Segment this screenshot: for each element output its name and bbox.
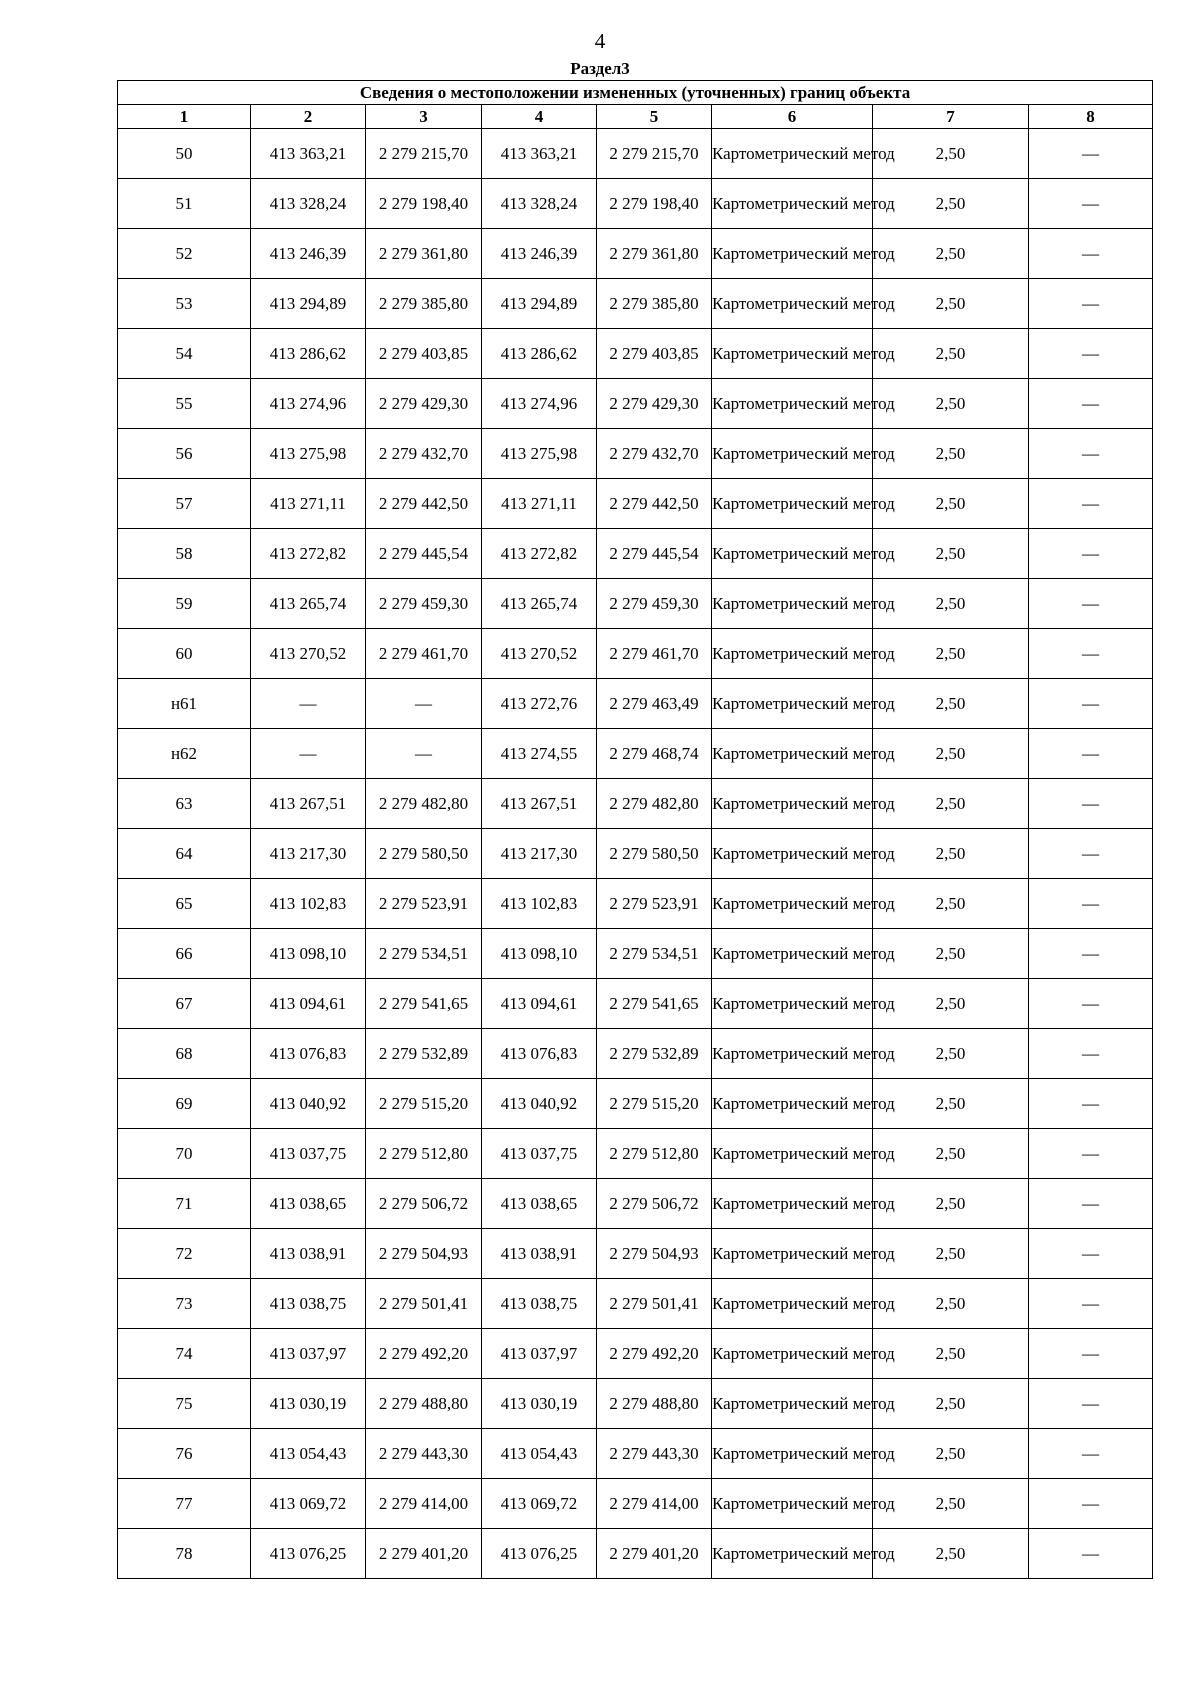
old-x-cell: 413 069,72 bbox=[251, 1479, 366, 1529]
description-cell: — bbox=[1029, 1479, 1153, 1529]
description-cell: — bbox=[1029, 429, 1153, 479]
new-x-cell: 413 272,82 bbox=[482, 529, 597, 579]
new-x-cell: 413 272,76 bbox=[482, 679, 597, 729]
method-cell: Картометрический метод bbox=[712, 1529, 873, 1579]
new-y-cell: 2 279 534,51 bbox=[597, 929, 712, 979]
new-x-cell: 413 265,74 bbox=[482, 579, 597, 629]
new-y-cell: 2 279 468,74 bbox=[597, 729, 712, 779]
page-number: 4 bbox=[594, 29, 606, 53]
method-cell: Картометрический метод bbox=[712, 229, 873, 279]
description-cell: — bbox=[1029, 1279, 1153, 1329]
point-number-cell: 77 bbox=[118, 1479, 251, 1529]
new-y-cell: 2 279 403,85 bbox=[597, 329, 712, 379]
table-row bbox=[118, 629, 1153, 679]
method-cell: Картометрический метод bbox=[712, 479, 873, 529]
column-number: 1 bbox=[118, 105, 251, 129]
new-y-cell: 2 279 361,80 bbox=[597, 229, 712, 279]
new-y-cell: 2 279 532,89 bbox=[597, 1029, 712, 1079]
method-cell: Картометрический метод bbox=[712, 1129, 873, 1179]
point-number-cell: 70 bbox=[118, 1129, 251, 1179]
table-row bbox=[118, 729, 1153, 779]
point-number-cell: 52 bbox=[118, 229, 251, 279]
accuracy-cell: 2,50 bbox=[873, 629, 1029, 679]
table-row bbox=[118, 279, 1153, 329]
description-cell: — bbox=[1029, 1429, 1153, 1479]
method-cell: Картометрический метод bbox=[712, 829, 873, 879]
point-number-cell: 60 bbox=[118, 629, 251, 679]
new-x-cell: 413 275,98 bbox=[482, 429, 597, 479]
new-y-cell: 2 279 580,50 bbox=[597, 829, 712, 879]
new-x-cell: 413 094,61 bbox=[482, 979, 597, 1029]
table-row bbox=[118, 679, 1153, 729]
old-x-cell: 413 328,24 bbox=[251, 179, 366, 229]
description-cell: — bbox=[1029, 279, 1153, 329]
table-row bbox=[118, 1129, 1153, 1179]
old-y-cell: 2 279 198,40 bbox=[366, 179, 482, 229]
old-y-cell: 2 279 403,85 bbox=[366, 329, 482, 379]
old-y-cell: 2 279 534,51 bbox=[366, 929, 482, 979]
old-x-cell: 413 217,30 bbox=[251, 829, 366, 879]
old-y-cell: — bbox=[366, 679, 482, 729]
table-row bbox=[118, 229, 1153, 279]
accuracy-cell: 2,50 bbox=[873, 1329, 1029, 1379]
accuracy-cell: 2,50 bbox=[873, 829, 1029, 879]
new-x-cell: 413 328,24 bbox=[482, 179, 597, 229]
method-cell: Картометрический метод bbox=[712, 679, 873, 729]
old-x-cell: 413 286,62 bbox=[251, 329, 366, 379]
accuracy-cell: 2,50 bbox=[873, 1029, 1029, 1079]
table-row bbox=[118, 179, 1153, 229]
table-row bbox=[118, 1479, 1153, 1529]
method-cell: Картометрический метод bbox=[712, 179, 873, 229]
accuracy-cell: 2,50 bbox=[873, 479, 1029, 529]
accuracy-cell: 2,50 bbox=[873, 1279, 1029, 1329]
old-x-cell: 413 265,74 bbox=[251, 579, 366, 629]
accuracy-cell: 2,50 bbox=[873, 1379, 1029, 1429]
accuracy-cell: 2,50 bbox=[873, 329, 1029, 379]
description-cell: — bbox=[1029, 629, 1153, 679]
new-x-cell: 413 217,30 bbox=[482, 829, 597, 879]
table-row bbox=[118, 929, 1153, 979]
old-x-cell: 413 271,11 bbox=[251, 479, 366, 529]
old-y-cell: 2 279 488,80 bbox=[366, 1379, 482, 1429]
method-cell: Картометрический метод bbox=[712, 929, 873, 979]
new-x-cell: 413 267,51 bbox=[482, 779, 597, 829]
point-number-cell: 68 bbox=[118, 1029, 251, 1079]
old-y-cell: 2 279 504,93 bbox=[366, 1229, 482, 1279]
accuracy-cell: 2,50 bbox=[873, 279, 1029, 329]
new-x-cell: 413 274,96 bbox=[482, 379, 597, 429]
method-cell: Картометрический метод bbox=[712, 279, 873, 329]
old-x-cell: 413 094,61 bbox=[251, 979, 366, 1029]
accuracy-cell: 2,50 bbox=[873, 1179, 1029, 1229]
new-y-cell: 2 279 442,50 bbox=[597, 479, 712, 529]
old-y-cell: 2 279 443,30 bbox=[366, 1429, 482, 1479]
description-cell: — bbox=[1029, 1079, 1153, 1129]
description-cell: — bbox=[1029, 1179, 1153, 1229]
point-number-cell: 75 bbox=[118, 1379, 251, 1429]
description-cell: — bbox=[1029, 779, 1153, 829]
point-number-cell: 56 bbox=[118, 429, 251, 479]
table-row bbox=[118, 829, 1153, 879]
accuracy-cell: 2,50 bbox=[873, 1129, 1029, 1179]
new-x-cell: 413 246,39 bbox=[482, 229, 597, 279]
new-x-cell: 413 294,89 bbox=[482, 279, 597, 329]
old-y-cell: 2 279 580,50 bbox=[366, 829, 482, 879]
new-x-cell: 413 270,52 bbox=[482, 629, 597, 679]
new-y-cell: 2 279 463,49 bbox=[597, 679, 712, 729]
new-y-cell: 2 279 504,93 bbox=[597, 1229, 712, 1279]
table-row bbox=[118, 779, 1153, 829]
new-x-cell: 413 030,19 bbox=[482, 1379, 597, 1429]
table-row bbox=[118, 1529, 1153, 1579]
new-y-cell: 2 279 461,70 bbox=[597, 629, 712, 679]
new-x-cell: 413 037,75 bbox=[482, 1129, 597, 1179]
point-number-cell: 50 bbox=[118, 129, 251, 179]
method-cell: Картометрический метод bbox=[712, 1029, 873, 1079]
table-caption: Сведения о местоположении измененных (уточненных) границ объекта bbox=[118, 81, 1153, 105]
new-y-cell: 2 279 401,20 bbox=[597, 1529, 712, 1579]
new-y-cell: 2 279 515,20 bbox=[597, 1079, 712, 1129]
table-row bbox=[118, 1179, 1153, 1229]
point-number-cell: н61 bbox=[118, 679, 251, 729]
old-y-cell: 2 279 461,70 bbox=[366, 629, 482, 679]
new-x-cell: 413 054,43 bbox=[482, 1429, 597, 1479]
new-x-cell: 413 069,72 bbox=[482, 1479, 597, 1529]
new-x-cell: 413 363,21 bbox=[482, 129, 597, 179]
new-y-cell: 2 279 459,30 bbox=[597, 579, 712, 629]
new-x-cell: 413 076,83 bbox=[482, 1029, 597, 1079]
method-cell: Картометрический метод bbox=[712, 529, 873, 579]
old-x-cell: 413 037,75 bbox=[251, 1129, 366, 1179]
table-row bbox=[118, 479, 1153, 529]
new-y-cell: 2 279 501,41 bbox=[597, 1279, 712, 1329]
old-y-cell: 2 279 482,80 bbox=[366, 779, 482, 829]
new-y-cell: 2 279 432,70 bbox=[597, 429, 712, 479]
point-number-cell: 65 bbox=[118, 879, 251, 929]
table-row bbox=[118, 379, 1153, 429]
old-x-cell: 413 102,83 bbox=[251, 879, 366, 929]
accuracy-cell: 2,50 bbox=[873, 1529, 1029, 1579]
description-cell: — bbox=[1029, 179, 1153, 229]
column-number: 6 bbox=[712, 105, 873, 129]
new-y-cell: 2 279 488,80 bbox=[597, 1379, 712, 1429]
old-y-cell: 2 279 401,20 bbox=[366, 1529, 482, 1579]
column-number-row bbox=[118, 105, 1153, 129]
old-y-cell: 2 279 492,20 bbox=[366, 1329, 482, 1379]
old-y-cell: 2 279 414,00 bbox=[366, 1479, 482, 1529]
new-y-cell: 2 279 482,80 bbox=[597, 779, 712, 829]
column-number: 8 bbox=[1029, 105, 1153, 129]
new-y-cell: 2 279 492,20 bbox=[597, 1329, 712, 1379]
old-y-cell: 2 279 429,30 bbox=[366, 379, 482, 429]
table-row bbox=[118, 1279, 1153, 1329]
old-y-cell: 2 279 215,70 bbox=[366, 129, 482, 179]
method-cell: Картометрический метод bbox=[712, 329, 873, 379]
description-cell: — bbox=[1029, 529, 1153, 579]
method-cell: Картометрический метод bbox=[712, 1179, 873, 1229]
method-cell: Картометрический метод bbox=[712, 879, 873, 929]
accuracy-cell: 2,50 bbox=[873, 129, 1029, 179]
table-row bbox=[118, 1029, 1153, 1079]
table-row bbox=[118, 579, 1153, 629]
new-x-cell: 413 038,65 bbox=[482, 1179, 597, 1229]
old-y-cell: 2 279 385,80 bbox=[366, 279, 482, 329]
description-cell: — bbox=[1029, 129, 1153, 179]
accuracy-cell: 2,50 bbox=[873, 1229, 1029, 1279]
accuracy-cell: 2,50 bbox=[873, 779, 1029, 829]
method-cell: Картометрический метод bbox=[712, 129, 873, 179]
new-x-cell: 413 286,62 bbox=[482, 329, 597, 379]
point-number-cell: 78 bbox=[118, 1529, 251, 1579]
description-cell: — bbox=[1029, 679, 1153, 729]
table-row bbox=[118, 1379, 1153, 1429]
old-x-cell: 413 270,52 bbox=[251, 629, 366, 679]
table-row bbox=[118, 329, 1153, 379]
method-cell: Картометрический метод bbox=[712, 579, 873, 629]
description-cell: — bbox=[1029, 1029, 1153, 1079]
old-y-cell: — bbox=[366, 729, 482, 779]
old-x-cell: 413 294,89 bbox=[251, 279, 366, 329]
new-x-cell: 413 038,91 bbox=[482, 1229, 597, 1279]
accuracy-cell: 2,50 bbox=[873, 1079, 1029, 1129]
description-cell: — bbox=[1029, 379, 1153, 429]
old-x-cell: 413 076,83 bbox=[251, 1029, 366, 1079]
point-number-cell: 67 bbox=[118, 979, 251, 1029]
point-number-cell: 54 bbox=[118, 329, 251, 379]
description-cell: — bbox=[1029, 479, 1153, 529]
point-number-cell: 63 bbox=[118, 779, 251, 829]
table-row bbox=[118, 129, 1153, 179]
table-row bbox=[118, 1329, 1153, 1379]
new-x-cell: 413 040,92 bbox=[482, 1079, 597, 1129]
point-number-cell: 64 bbox=[118, 829, 251, 879]
accuracy-cell: 2,50 bbox=[873, 379, 1029, 429]
accuracy-cell: 2,50 bbox=[873, 1479, 1029, 1529]
old-x-cell: 413 076,25 bbox=[251, 1529, 366, 1579]
description-cell: — bbox=[1029, 329, 1153, 379]
new-y-cell: 2 279 506,72 bbox=[597, 1179, 712, 1229]
old-x-cell: 413 038,75 bbox=[251, 1279, 366, 1329]
boundary-table bbox=[117, 80, 1153, 1579]
accuracy-cell: 2,50 bbox=[873, 1429, 1029, 1479]
table-row bbox=[118, 1079, 1153, 1129]
method-cell: Картометрический метод bbox=[712, 779, 873, 829]
point-number-cell: 53 bbox=[118, 279, 251, 329]
description-cell: — bbox=[1029, 979, 1153, 1029]
point-number-cell: 55 bbox=[118, 379, 251, 429]
column-number: 5 bbox=[597, 105, 712, 129]
old-x-cell: 413 030,19 bbox=[251, 1379, 366, 1429]
old-y-cell: 2 279 442,50 bbox=[366, 479, 482, 529]
old-x-cell: 413 054,43 bbox=[251, 1429, 366, 1479]
accuracy-cell: 2,50 bbox=[873, 679, 1029, 729]
description-cell: — bbox=[1029, 1529, 1153, 1579]
accuracy-cell: 2,50 bbox=[873, 979, 1029, 1029]
new-x-cell: 413 271,11 bbox=[482, 479, 597, 529]
old-x-cell: — bbox=[251, 729, 366, 779]
new-y-cell: 2 279 445,54 bbox=[597, 529, 712, 579]
new-y-cell: 2 279 429,30 bbox=[597, 379, 712, 429]
old-y-cell: 2 279 445,54 bbox=[366, 529, 482, 579]
description-cell: — bbox=[1029, 1229, 1153, 1279]
method-cell: Картометрический метод bbox=[712, 729, 873, 779]
new-y-cell: 2 279 198,40 bbox=[597, 179, 712, 229]
description-cell: — bbox=[1029, 879, 1153, 929]
accuracy-cell: 2,50 bbox=[873, 529, 1029, 579]
table-row bbox=[118, 879, 1153, 929]
method-cell: Картометрический метод bbox=[712, 1079, 873, 1129]
old-x-cell: 413 267,51 bbox=[251, 779, 366, 829]
old-x-cell: 413 246,39 bbox=[251, 229, 366, 279]
old-x-cell: — bbox=[251, 679, 366, 729]
table-row bbox=[118, 1429, 1153, 1479]
point-number-cell: 73 bbox=[118, 1279, 251, 1329]
old-y-cell: 2 279 541,65 bbox=[366, 979, 482, 1029]
method-cell: Картометрический метод bbox=[712, 379, 873, 429]
new-y-cell: 2 279 443,30 bbox=[597, 1429, 712, 1479]
section-title: Раздел3 bbox=[570, 59, 630, 78]
new-x-cell: 413 076,25 bbox=[482, 1529, 597, 1579]
column-number: 7 bbox=[873, 105, 1029, 129]
old-x-cell: 413 037,97 bbox=[251, 1329, 366, 1379]
new-y-cell: 2 279 541,65 bbox=[597, 979, 712, 1029]
old-y-cell: 2 279 523,91 bbox=[366, 879, 482, 929]
method-cell: Картометрический метод bbox=[712, 1429, 873, 1479]
point-number-cell: 66 bbox=[118, 929, 251, 979]
point-number-cell: 59 bbox=[118, 579, 251, 629]
method-cell: Картометрический метод bbox=[712, 1229, 873, 1279]
new-x-cell: 413 102,83 bbox=[482, 879, 597, 929]
accuracy-cell: 2,50 bbox=[873, 429, 1029, 479]
method-cell: Картометрический метод bbox=[712, 1329, 873, 1379]
old-y-cell: 2 279 515,20 bbox=[366, 1079, 482, 1129]
description-cell: — bbox=[1029, 829, 1153, 879]
description-cell: — bbox=[1029, 1329, 1153, 1379]
old-y-cell: 2 279 512,80 bbox=[366, 1129, 482, 1179]
column-number: 4 bbox=[482, 105, 597, 129]
accuracy-cell: 2,50 bbox=[873, 229, 1029, 279]
method-cell: Картометрический метод bbox=[712, 979, 873, 1029]
method-cell: Картометрический метод bbox=[712, 1379, 873, 1429]
point-number-cell: 71 bbox=[118, 1179, 251, 1229]
accuracy-cell: 2,50 bbox=[873, 929, 1029, 979]
table-caption-row bbox=[118, 81, 1153, 105]
new-x-cell: 413 274,55 bbox=[482, 729, 597, 779]
description-cell: — bbox=[1029, 929, 1153, 979]
old-x-cell: 413 272,82 bbox=[251, 529, 366, 579]
description-cell: — bbox=[1029, 579, 1153, 629]
old-x-cell: 413 098,10 bbox=[251, 929, 366, 979]
new-y-cell: 2 279 385,80 bbox=[597, 279, 712, 329]
new-y-cell: 2 279 414,00 bbox=[597, 1479, 712, 1529]
table-row bbox=[118, 979, 1153, 1029]
point-number-cell: 58 bbox=[118, 529, 251, 579]
new-y-cell: 2 279 215,70 bbox=[597, 129, 712, 179]
column-number: 3 bbox=[366, 105, 482, 129]
old-y-cell: 2 279 501,41 bbox=[366, 1279, 482, 1329]
old-x-cell: 413 038,65 bbox=[251, 1179, 366, 1229]
method-cell: Картометрический метод bbox=[712, 1479, 873, 1529]
new-y-cell: 2 279 523,91 bbox=[597, 879, 712, 929]
old-x-cell: 413 275,98 bbox=[251, 429, 366, 479]
accuracy-cell: 2,50 bbox=[873, 579, 1029, 629]
description-cell: — bbox=[1029, 229, 1153, 279]
accuracy-cell: 2,50 bbox=[873, 179, 1029, 229]
point-number-cell: 74 bbox=[118, 1329, 251, 1379]
description-cell: — bbox=[1029, 729, 1153, 779]
accuracy-cell: 2,50 bbox=[873, 879, 1029, 929]
table-row bbox=[118, 529, 1153, 579]
old-y-cell: 2 279 506,72 bbox=[366, 1179, 482, 1229]
point-number-cell: 51 bbox=[118, 179, 251, 229]
old-y-cell: 2 279 361,80 bbox=[366, 229, 482, 279]
point-number-cell: н62 bbox=[118, 729, 251, 779]
old-y-cell: 2 279 532,89 bbox=[366, 1029, 482, 1079]
point-number-cell: 69 bbox=[118, 1079, 251, 1129]
point-number-cell: 76 bbox=[118, 1429, 251, 1479]
table-row bbox=[118, 429, 1153, 479]
description-cell: — bbox=[1029, 1129, 1153, 1179]
accuracy-cell: 2,50 bbox=[873, 729, 1029, 779]
old-y-cell: 2 279 432,70 bbox=[366, 429, 482, 479]
new-x-cell: 413 038,75 bbox=[482, 1279, 597, 1329]
old-x-cell: 413 040,92 bbox=[251, 1079, 366, 1129]
new-x-cell: 413 098,10 bbox=[482, 929, 597, 979]
point-number-cell: 72 bbox=[118, 1229, 251, 1279]
new-x-cell: 413 037,97 bbox=[482, 1329, 597, 1379]
table-row bbox=[118, 1229, 1153, 1279]
method-cell: Картометрический метод bbox=[712, 1279, 873, 1329]
old-y-cell: 2 279 459,30 bbox=[366, 579, 482, 629]
column-number: 2 bbox=[251, 105, 366, 129]
old-x-cell: 413 038,91 bbox=[251, 1229, 366, 1279]
method-cell: Картометрический метод bbox=[712, 429, 873, 479]
old-x-cell: 413 274,96 bbox=[251, 379, 366, 429]
old-x-cell: 413 363,21 bbox=[251, 129, 366, 179]
method-cell: Картометрический метод bbox=[712, 629, 873, 679]
description-cell: — bbox=[1029, 1379, 1153, 1429]
point-number-cell: 57 bbox=[118, 479, 251, 529]
new-y-cell: 2 279 512,80 bbox=[597, 1129, 712, 1179]
